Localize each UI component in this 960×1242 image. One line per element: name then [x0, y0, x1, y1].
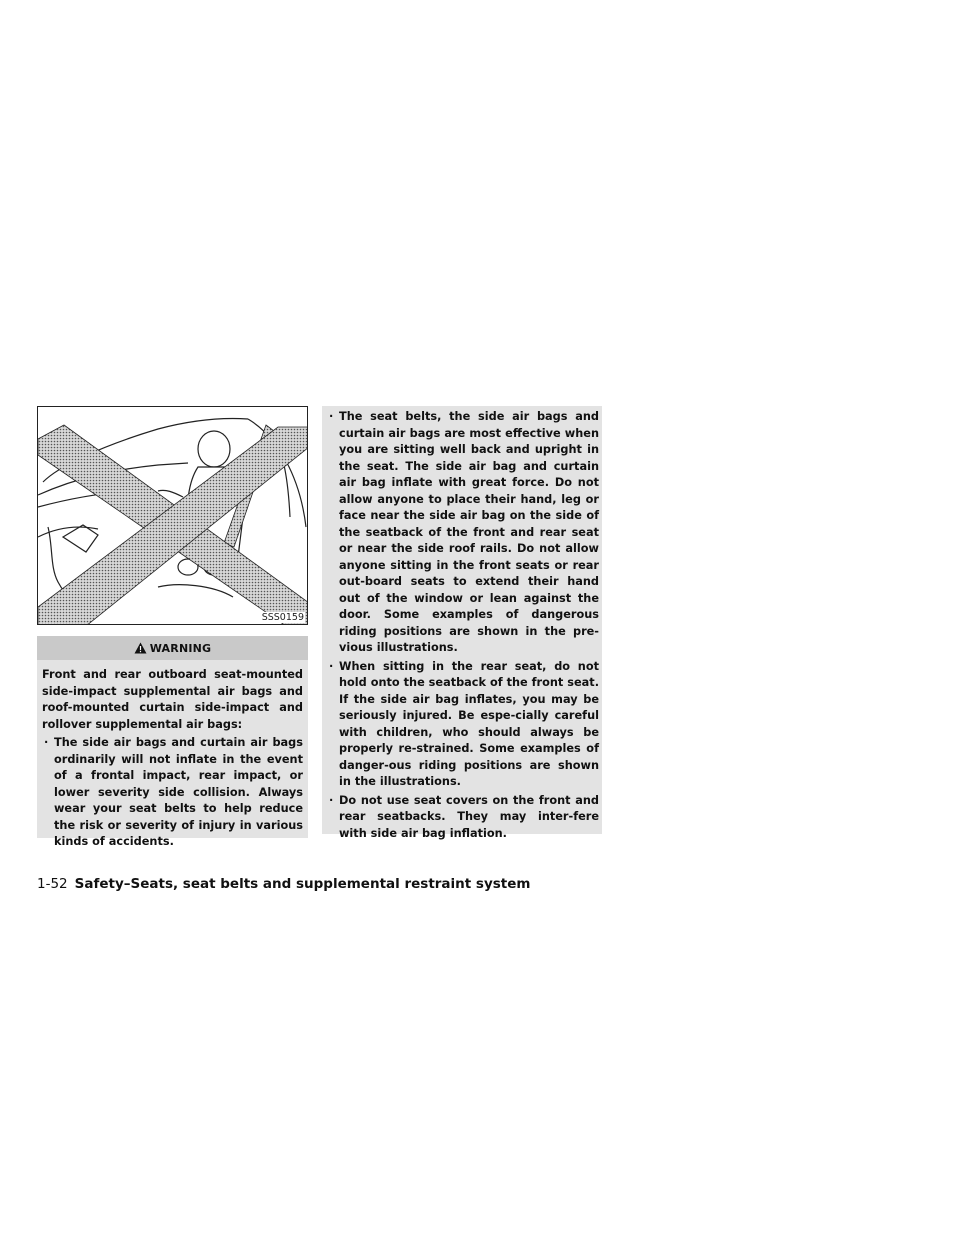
warning-intro: Front and rear outboard seat-mounted side-impact supplemental air bags and roof-mounted curtain side-impact and rollover supplemental air bags: — [42, 668, 303, 731]
warning-bullet: · Do not use seat covers on the front and rear seatbacks. They may inter-fere with side air bag inflation. — [327, 793, 599, 843]
warning-box — [37, 636, 308, 848]
figure-code: SSS0159 — [261, 612, 304, 623]
illustration-figure — [37, 406, 308, 625]
warning-bullet-text: When sitting in the rear seat, do not hold onto the seatback of the front seat. If the side air bag inflates, you may be seriously injured. Be espe-cially careful with children, who should always be properly re-strained. Some examples of danger-ous riding positions are shown in the illustrations. — [339, 659, 599, 788]
warning-header — [37, 636, 308, 660]
warning-title: WARNING — [149, 641, 212, 655]
warning-bullet: · The side air bags and curtain air bags ordinarily will not inflate in the event of a frontal impact, rear impact, or lower severity side collision. Always wear your seat belts to help reduce the risk or severity of injury in various kinds of accidents. — [42, 735, 303, 851]
page-number: 1-52 — [37, 876, 68, 892]
warning-bullet: · When sitting in the rear seat, do not hold onto the seatback of the front seat. If the side air bag inflates, you may be seriously injured. Be espe-cially careful with children, who should always be properly re-strained. Some examples of danger-ous riding positions are shown in the illustrations. — [327, 659, 599, 791]
page-footer — [37, 875, 530, 893]
warning-bullet-text: The side air bags and curtain air bags ordinarily will not inflate in the event of a frontal impact, rear impact, or lower severity side collision. Always wear your seat belts to help reduce the risk or severity of injury in various kinds of accidents. — [54, 736, 303, 848]
warning-body — [37, 660, 308, 851]
warning-bullet: · The seat belts, the side air bags and curtain air bags are most effective when you are sitting well back and upright in the seat. The side air bag and curtain air bag inflate with great force. Do not allow anyone to place their hand, leg or face near the side air bag on the side of the seatback of the front and rear seat or near the side roof rails. Do not allow anyone sitting in the front seats or rear out-board seats to extend their hand out of the window or lean against the door. Some examples of dangerous riding positions are shown in the pre-vious illustrations. — [327, 409, 599, 657]
section-title: Safety–Seats, seat belts and supplemental restraint system — [74, 876, 531, 892]
warning-triangle-icon — [134, 642, 147, 654]
warning-bullet-text: The seat belts, the side air bags and curtain air bags are most effective when you are sitting well back and upright in the seat. The side air bag and curtain air bag inflate with great force. Do not allow anyone to place their hand, leg or face near the side air bag on the side of the seatback of the front and rear seat or near the side roof rails. Do not allow anyone sitting in the front seats or rear out-board seats to extend their hand out of the window or lean against the door. Some examples of dangerous riding positions are shown in the pre-vious illustrations. — [339, 410, 599, 654]
warning-continued — [322, 406, 602, 840]
warning-bullet-text: Do not use seat covers on the front and rear seatbacks. They may inter-fere with side air bag inflation. — [339, 793, 599, 840]
prohibited-seating-illustration — [38, 407, 308, 625]
